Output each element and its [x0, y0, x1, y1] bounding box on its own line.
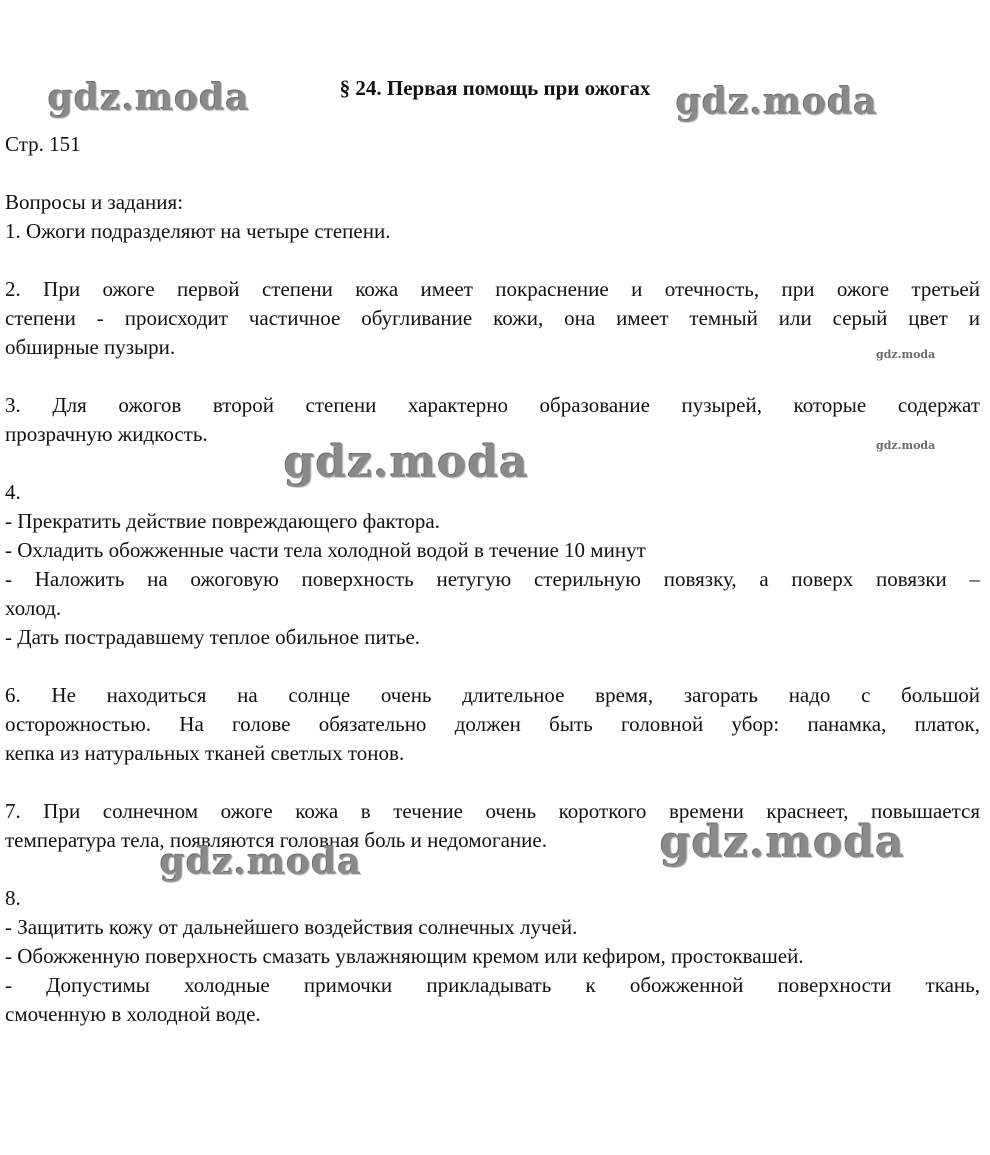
- answer-4-item: - Охладить обожженные части тела холодной водой в течение 10 минут: [5, 538, 646, 562]
- answer-6-line-2: осторожностью. На голове обязательно должен быть головной убор: панамка, платок,: [5, 712, 980, 736]
- watermark: gdz.moda: [876, 348, 936, 361]
- answer-2-line-3: обширные пузыри.: [5, 335, 176, 359]
- answer-4-number: 4.: [5, 480, 21, 504]
- answer-8-item: - Защитить кожу от дальнейшего воздействия солнечных лучей.: [5, 915, 578, 939]
- answer-4-item: - Дать пострадавшему теплое обильное питье.: [5, 625, 421, 649]
- answer-4-item-continuation: холод.: [5, 596, 62, 620]
- answer-2-line-1: 2. При ожоге первой степени кожа имеет покраснение и отечность, при ожоге третьей: [5, 277, 980, 301]
- page-reference: Стр. 151: [5, 132, 81, 156]
- answer-7-line-1: 7. При солнечном ожоге кожа в течение очень короткого времени краснеет, повышается: [5, 799, 980, 823]
- answer-4-item: - Прекратить действие повреждающего фактора.: [5, 509, 440, 533]
- answer-6-line-1: 6. Не находиться на солнце очень длительное время, загорать надо с большой: [5, 683, 980, 707]
- answer-3-line-1: 3. Для ожогов второй степени характерно образование пузырей, которые содержат: [5, 393, 980, 417]
- watermark: gdz.moda: [48, 77, 250, 119]
- answer-4-item: - Наложить на ожоговую поверхность нетугую стерильную повязку, а поверх повязки –: [5, 567, 980, 591]
- page-title: § 24. Первая помощь при ожогах: [339, 76, 651, 100]
- answer-8-item: - Допустимы холодные примочки прикладывать к обожженной поверхности ткань,: [5, 973, 980, 997]
- answer-8-item-continuation: смоченную в холодной воде.: [5, 1002, 261, 1026]
- section-heading: Вопросы и задания:: [5, 190, 184, 214]
- watermark: gdz.moda: [876, 439, 936, 452]
- watermark: gdz.moda: [284, 437, 530, 488]
- watermark: gdz.moda: [676, 81, 878, 123]
- document-body: [5, 130, 980, 1029]
- answer-6-line-3: кепка из натуральных тканей светлых тонов.: [5, 741, 405, 765]
- answer-1: 1. Ожоги подразделяют на четыре степени.: [5, 219, 391, 243]
- watermark: gdz.moda: [660, 817, 906, 868]
- answer-2-line-2: степени - происходит частичное обугливание кожи, она имеет темный или серый цвет и: [5, 306, 980, 330]
- answer-8-item: - Обожженную поверхность смазать увлажняющим кремом или кефиром, простоквашей.: [5, 944, 804, 968]
- watermark: gdz.moda: [160, 841, 362, 883]
- answer-8-number: 8.: [5, 886, 21, 910]
- answer-7-line-2: температура тела, появляются головная боль и недомогание.: [5, 828, 547, 852]
- answer-3-line-2: прозрачную жидкость.: [5, 422, 208, 446]
